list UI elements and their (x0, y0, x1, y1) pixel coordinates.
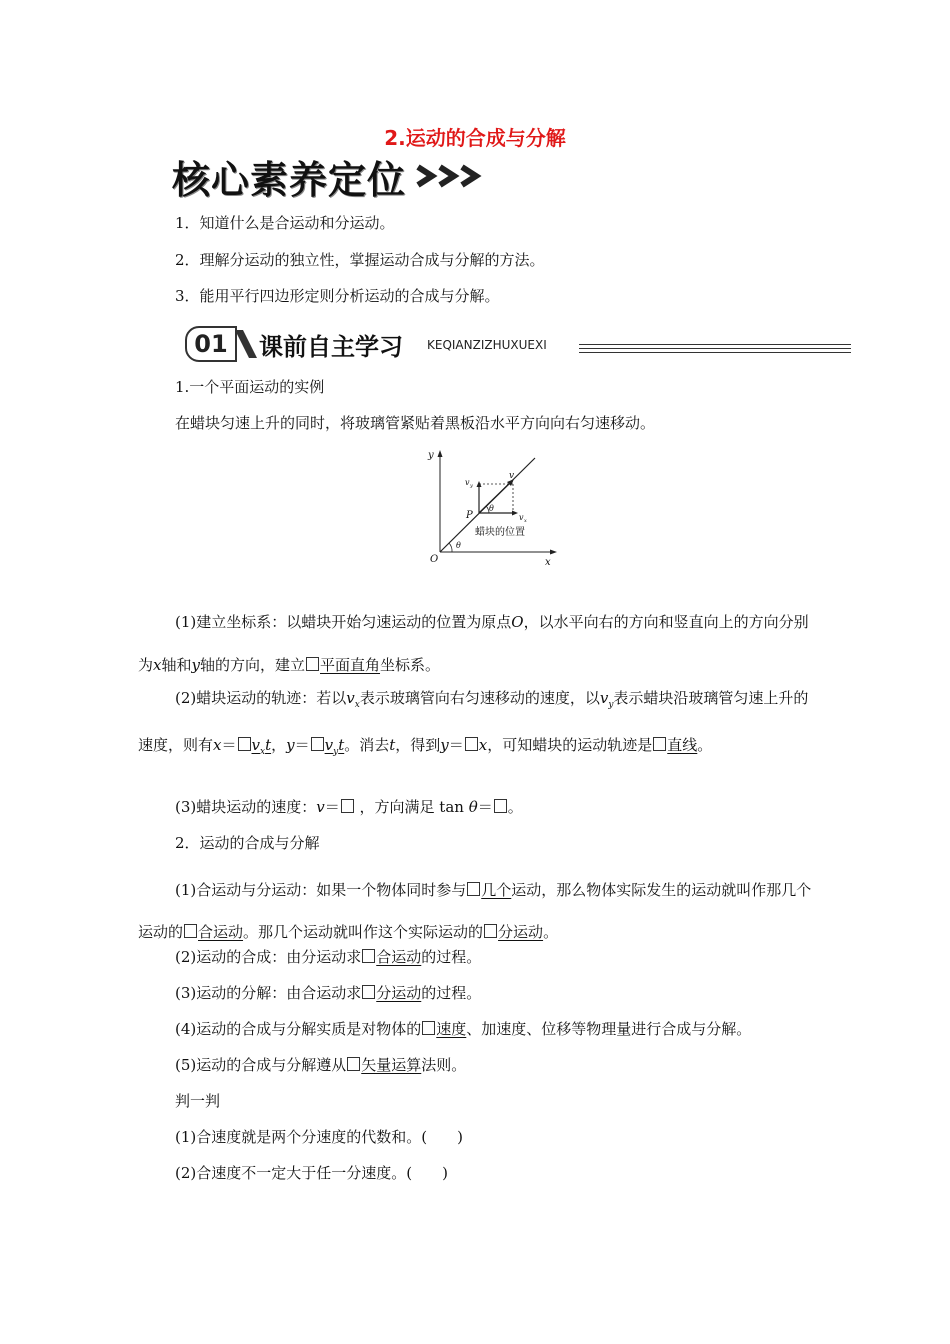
section-title: 课前自主学习 (259, 333, 403, 361)
goal-item: 1．知道什么是合运动和分运动。 (175, 214, 395, 232)
answer-blank: 分运动 (483, 923, 543, 941)
judge-question: (2)合速度不一定大于任一分速度。( ) (175, 1164, 448, 1182)
section1-intro: 在蜡块匀速上升的同时，将玻璃管紧贴着黑板沿水平方向向右匀速移动。 (175, 414, 656, 432)
blank-box-icon (238, 737, 251, 751)
candle-motion-figure (423, 448, 563, 570)
answer-blank: 矢量运算 (346, 1056, 421, 1074)
triple-chevron-icon (414, 163, 484, 189)
paragraph-trajectory: (2)蜡块运动的轨迹：若以$v_x$表示玻璃管向右匀速移动的速度，以$v_y$表示蜡块沿玻璃管匀速上升的速度，则有$x= v_xt$，$y= v_yt$。消去t，得到y＝ x，可知蜡块的运动轨迹是 直线。 (138, 689, 809, 757)
answer-blank: 直线 (652, 736, 697, 754)
judge-question: (1)合速度就是两个分速度的代数和。( ) (175, 1128, 463, 1146)
banner-rule (579, 344, 851, 345)
answer-blank: 速度 (421, 1020, 466, 1038)
v-label: v (509, 471, 515, 481)
blank-box-icon (465, 737, 478, 751)
paragraph-composite-motion: (1)合运动与分运动：如果一个物体同时参与 几个运动，那么物体实际发生的运动就叫作那几个运动的 合运动。那几个运动就叫作这个实际运动的 分运动。 (138, 881, 812, 941)
x-axis-label: x (545, 557, 551, 568)
vx-label: v (519, 513, 524, 522)
banner-slash-icon (233, 328, 259, 360)
goal-item: 2．理解分运动的独立性，掌握运动合成与分解的方法。 (175, 251, 545, 269)
paragraph-rule: (5)运动的合成与分解遵从 矢量运算法则。 (175, 1056, 467, 1074)
blank-box-icon (306, 657, 319, 671)
theta-label: θ (456, 541, 461, 550)
answer-blank: 合运动 (183, 923, 243, 941)
paragraph-coordinate-system: (1)建立坐标系：以蜡块开始匀速运动的位置为原点O，以水平向右的方向和竖直向上的方向分别为x轴和y轴的方向，建立 平面直角坐标系。 (138, 613, 809, 674)
banner-rule (579, 352, 851, 353)
answer-blank: $v_xt$ (237, 736, 272, 754)
judge-heading: 判一判 (175, 1092, 221, 1110)
svg-text:x: x (524, 518, 527, 524)
blank-box-icon (184, 924, 197, 938)
vy-label: v (465, 478, 470, 487)
v-vector (479, 482, 511, 513)
goal-item: 3．能用平行四边形定则分析运动的合成与分解。 (175, 287, 500, 305)
blank-box-icon (362, 949, 375, 963)
blank-box-icon (422, 1021, 435, 1035)
blank-box-icon (347, 1057, 360, 1071)
blank-box-icon (653, 737, 666, 751)
blank-box-icon (484, 924, 497, 938)
answer-blank: 几个 (466, 881, 511, 899)
paragraph-decomposition: (3)运动的分解：由合运动求 分运动的过程。 (175, 984, 482, 1002)
origin-label: O (430, 554, 439, 565)
theta-label: θ (489, 504, 494, 513)
section-number-badge: 01 (185, 326, 237, 362)
core-literacy-banner-text: 核心素养定位 (172, 157, 407, 202)
paragraph-velocity: (3)蜡块运动的速度：v＝ ，方向满足 tan θ＝ 。 (175, 798, 523, 816)
pre-class-study-banner (183, 324, 851, 362)
answer-blank: 平面直角 (305, 656, 380, 674)
figure-caption: 蜡块的位置 (475, 527, 525, 538)
section1-heading: 1.一个平面运动的实例 (175, 378, 325, 396)
blank-box-icon (467, 882, 480, 896)
answer-blank: 合运动 (361, 948, 421, 966)
banner-rule (579, 348, 851, 349)
blank-box-icon (362, 985, 375, 999)
svg-text:y: y (470, 483, 473, 489)
section-pinyin: KEQIANZIZHUXUEXI (427, 338, 547, 352)
blank-box-icon (311, 737, 324, 751)
point-p-label: P (466, 510, 473, 521)
section2-heading: 2．运动的合成与分解 (175, 834, 320, 852)
page-title: 2.运动的合成与分解 (384, 126, 566, 150)
paragraph-synthesis: (2)运动的合成：由分运动求 合运动的过程。 (175, 948, 482, 966)
paragraph-essence: (4)运动的合成与分解实质是对物体的 速度、加速度、位移等物理量进行合成与分解。 (175, 1020, 752, 1038)
blank-box-icon (494, 799, 507, 813)
answer-blank: 分运动 (361, 984, 421, 1002)
answer-blank: $v_yt$ (310, 736, 345, 754)
core-literacy-banner (172, 152, 484, 200)
blank-box-icon (341, 799, 354, 813)
y-axis-label: y (428, 450, 434, 461)
